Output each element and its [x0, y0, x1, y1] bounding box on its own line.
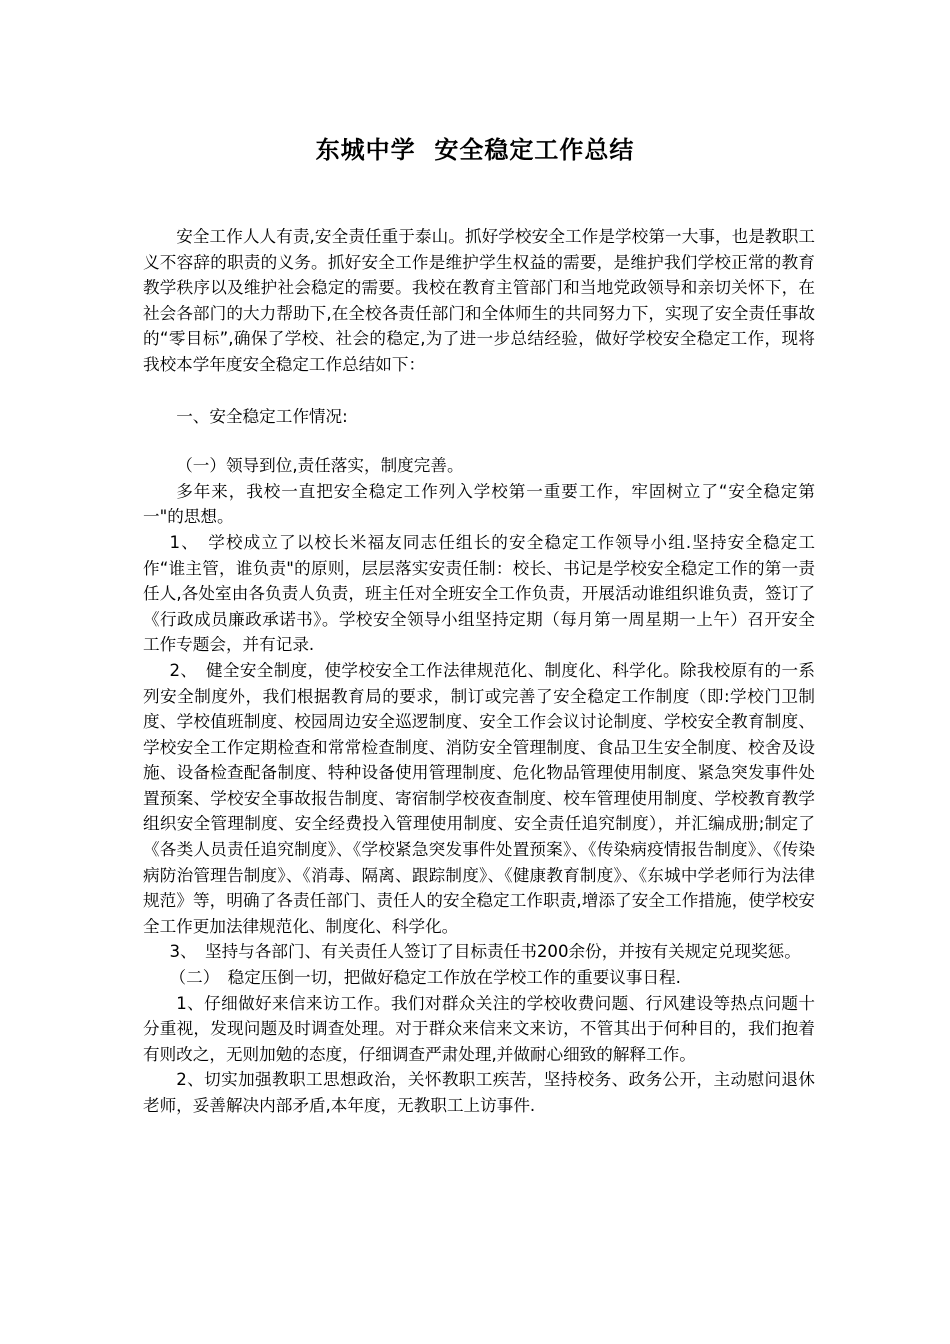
document-body: [143, 224, 815, 1119]
document-title: 东城中学 安全稳定工作总结: [315, 136, 635, 164]
intro-paragraph: 安全工作人人有责,安全责任重于泰山。抓好学校安全工作是学校第一大事，也是教职工义不容辞的职责的义务。抓好安全工作是维护学生权益的需要，是维护我们学校正常的教育教学秩序以及维护社会稳定的需要。我校在教育主管部门和当地党政领导和亲切关怀下，在社会各部门的大力帮助下,在全校各责任部门和全体师生的共同努力下，实现了安全责任事故的“零目标”,确保了学校、社会的稳定,为了进一步总结经验，做好学校安全稳定工作，现将我校本学年度安全稳定工作总结如下：: [143, 227, 815, 374]
list-item-2: 2、 健全安全制度，使学校安全工作法律规范化、制度化、科学化。除我校原有的一系列安全制度外，我们根据教育局的要求，制订或完善了安全稳定工作制度（即:学校门卫制度、学校值班制度、校园周边安全巡逻制度、安全工作会议讨论制度、学校安全教育制度、学校安全工作定期检查和常常检查制度、消防安全管理制度、食品卫生安全制度、校舍及设施、设备检查配备制度、特种设备使用管理制度、危化物品管理使用制度、紧急突发事件处置预案、学校安全事故报告制度、寄宿制学校夜查制度、校车管理使用制度、学校教育教学组织安全管理制度、安全经费投入管理使用制度、安全责任追究制度），并汇编成册;制定了《各类人员责任追究制度》、《学校紧急突发事件处置预案》、《传染病疫情报告制度》、《传染病防治管理告制度》、《消毒、隔离、跟踪制度》、《健康教育制度》、《东城中学老师行为法律规范》等，明确了各责任部门、责任人的安全稳定工作职责,增添了安全工作措施，使学校安全工作更加法律规范化、制度化、科学化。: [143, 660, 815, 936]
body-paragraph: 多年来，我校一直把安全稳定工作列入学校第一重要工作，牢固树立了“安全稳定第一"的思想。: [143, 481, 815, 527]
subsection-heading-2: （二） 稳定压倒一切，把做好稳定工作放在学校工作的重要议事日程.: [169, 968, 681, 988]
list-item-4: 1、仔细做好来信来访工作。我们对群众关注的学校收费问题、行风建设等热点问题十分重视，发现问题及时调查处理。对于群众来信来文来访，不管其出于何种目的，我们抱着有则改之，无则加勉的态度，仔细调查严肃处理,并做耐心细致的解释工作。: [143, 993, 815, 1064]
subsection-heading-1: （一）领导到位,责任落实，制度完善。: [176, 456, 464, 476]
list-item-5: 2、切实加强教职工思想政治，关怀教职工疾苦，坚持校务、政务公开，主动慰问退休老师，妥善解决内部矛盾,本年度，无教职工上访事件.: [143, 1070, 815, 1115]
section-heading-1: 一、安全稳定工作情况:: [176, 406, 348, 426]
list-item-1: 1、 学校成立了以校长米福友同志任组长的安全稳定工作领导小组.坚持安全稳定工作“谁主管，谁负责"的原则，层层落实安责任制：校长、书记是学校安全稳定工作的第一责任人,各处室由各负责人负责，班主任对全班安全工作负责，开展活动谁组织谁负责，签订了《行政成员廉政承诺书》。学校安全领导小组坚持定期（每月第一周星期一上午）召开安全工作专题会，并有记录.: [143, 532, 815, 655]
list-item-3: 3、 坚持与各部门、有关责任人签订了目标责任书200余份，并按有关规定兑现奖惩。: [169, 942, 801, 962]
